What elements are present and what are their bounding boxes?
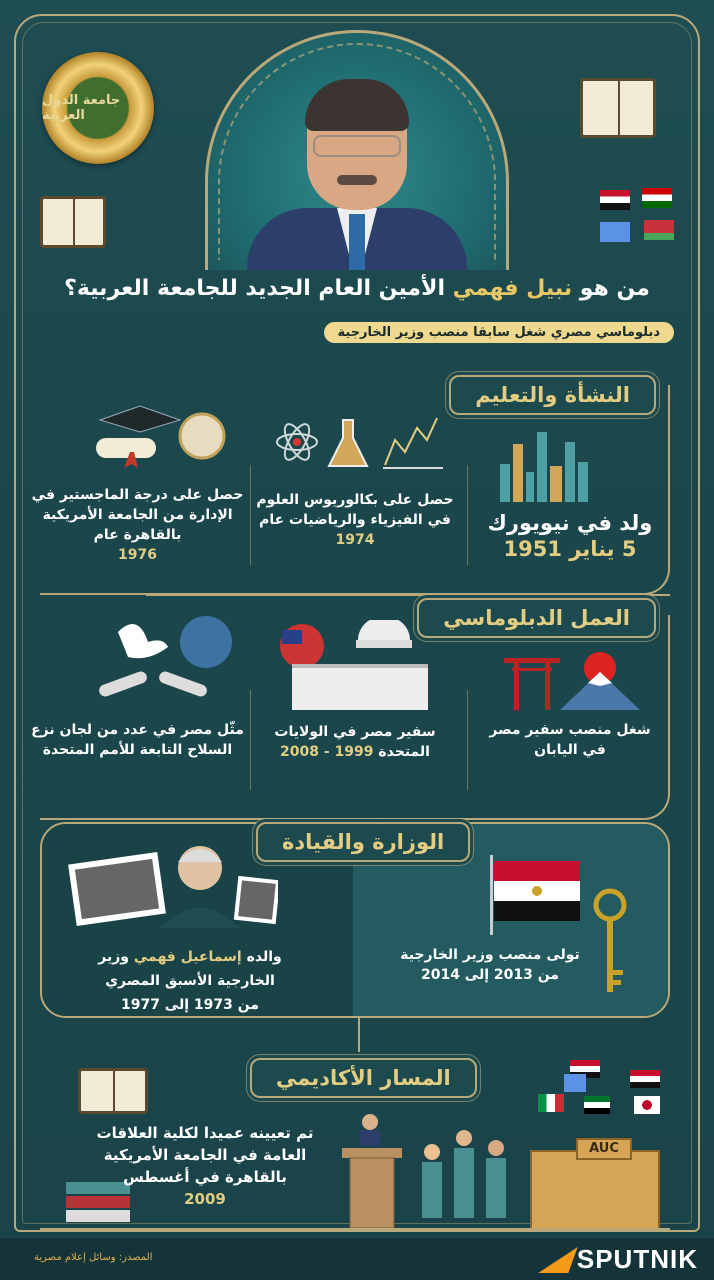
us-ambassador-years: 1999 - 2008	[280, 744, 374, 760]
auc-building	[530, 1141, 660, 1230]
dean-text: تم تعيينه عميدا لكلية العلاقات العامة في الجامعة الأمريكية بالقاهرة في أغسطس	[96, 1124, 314, 1186]
connector-line	[358, 1018, 360, 1052]
uae-flag-icon	[584, 1096, 610, 1114]
japan-icon	[500, 650, 640, 710]
education-item-3	[30, 485, 245, 565]
master-text: حصل على درجة الماجستير في الإدارة من الجامعة الأمريكية بالقاهرة عام	[31, 487, 244, 543]
academic-item	[80, 1122, 330, 1210]
father-name: إسماعيل فهمي	[133, 949, 242, 965]
father-years: من 1973 إلى 1977	[120, 997, 260, 1013]
connector-line	[146, 594, 670, 596]
flag-icon	[644, 220, 674, 240]
us-ambassador-text: سفير مصر في الولايات المتحدة	[274, 724, 436, 760]
un-flag-icon	[600, 222, 630, 242]
flag-icon	[642, 188, 672, 208]
sputnik-logo[interactable]	[543, 1244, 698, 1275]
divider	[250, 690, 251, 790]
birth-place: ولد في نيويورك	[487, 511, 653, 535]
divider	[467, 690, 468, 790]
father-suffix: وزير الخارجية الأسبق المصري	[98, 949, 275, 989]
un-flag-icon	[564, 1074, 586, 1092]
title-suffix: الأمين العام الجديد للجامعة العربية؟	[64, 276, 445, 301]
emblem-label: جامعة الدول العربية	[42, 93, 121, 123]
auc-label: AUC	[576, 1138, 632, 1160]
diplomacy-item-2	[250, 722, 460, 762]
birth-date: 5 يناير 1951	[503, 537, 637, 561]
ministry-item-1	[385, 945, 595, 985]
diplomacy-item-1	[480, 720, 660, 760]
bachelor-year: 1974	[335, 532, 375, 548]
japan-flag-icon	[634, 1096, 660, 1114]
dean-year: 2009	[184, 1190, 226, 1208]
education-item-2	[250, 490, 460, 550]
page-title	[30, 276, 684, 301]
nabil-fahmy-portrait	[247, 65, 467, 270]
master-year: 1976	[118, 547, 157, 563]
city-skyline-icon	[500, 432, 588, 502]
subtitle-pill: دبلوماسي مصري شغل سابقا منصب وزير الخارجية	[324, 322, 675, 343]
sputnik-logo-icon	[538, 1247, 577, 1273]
footer	[0, 1238, 714, 1280]
capitol-icon	[278, 620, 428, 712]
egypt-flag-icon	[600, 190, 630, 210]
baseline	[40, 1228, 670, 1230]
arab-league-emblem-icon	[42, 52, 154, 164]
flags-icon	[598, 188, 678, 248]
sputnik-wordmark: SPUTNIK	[576, 1244, 698, 1274]
section-title-education: النشأة والتعليم	[449, 375, 656, 415]
source-text: المصدر: وسائل إعلام مصرية	[34, 1252, 153, 1263]
ceremony-icon	[338, 1108, 528, 1228]
open-book-icon	[40, 196, 106, 248]
father-prefix: والده	[246, 949, 282, 965]
iraq-flag-icon	[630, 1070, 660, 1088]
open-book-icon	[580, 78, 656, 138]
bachelor-text: حصل على بكالوريوس العلوم في الفيزياء والرياضيات عام	[256, 492, 454, 528]
italy-flag-icon	[538, 1094, 564, 1112]
graduation-icon	[90, 402, 230, 472]
ministry-item-2	[70, 945, 310, 1017]
portrait-arch	[205, 30, 509, 270]
title-prefix: من هو	[579, 276, 650, 301]
section-title-academic: المسار الأكاديمي	[250, 1058, 477, 1098]
header	[0, 0, 714, 268]
science-icon	[275, 410, 445, 475]
section-title-diplomacy: العمل الدبلوماسي	[417, 598, 656, 638]
auc-building-icon	[530, 1060, 660, 1230]
diplomacy-item-3	[30, 720, 245, 760]
minister-years: من 2013 إلى 2014	[420, 967, 560, 983]
divider	[467, 465, 468, 565]
title-name: نبيل فهمي	[452, 276, 573, 301]
education-item-1	[470, 510, 670, 562]
section-title-ministry: الوزارة والقيادة	[256, 822, 470, 862]
disarmament-icon	[88, 612, 238, 702]
minister-text: تولى منصب وزير الخارجية	[400, 947, 580, 963]
divider	[250, 465, 251, 565]
open-book-icon	[78, 1068, 148, 1114]
japan-text: شغل منصب سفير مصر في اليابان	[489, 722, 651, 758]
un-disarmament-text: مثّل مصر في عدد من لجان نزع السلاح التابعة للأمم المتحدة	[31, 722, 244, 758]
father-portrait-icon	[68, 838, 278, 928]
